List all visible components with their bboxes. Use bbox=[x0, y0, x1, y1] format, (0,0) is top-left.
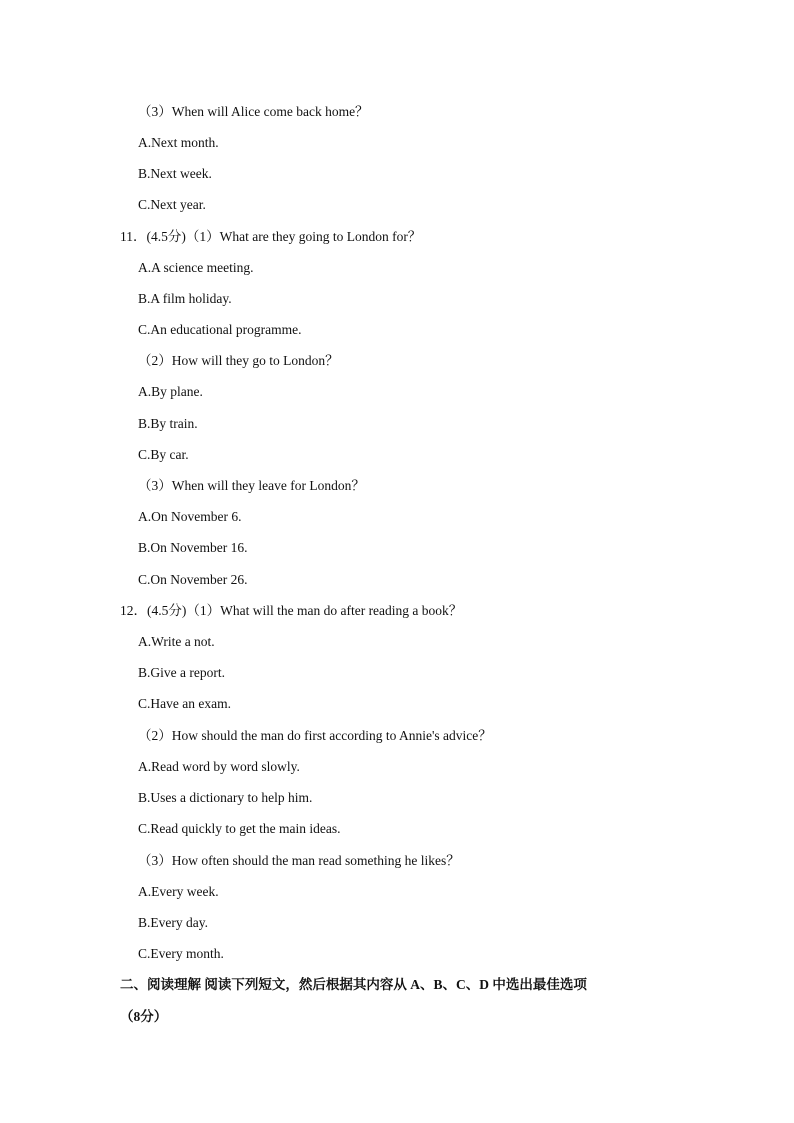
q12-sub3-question: （3）How often should the man read something he likes？ bbox=[138, 853, 460, 868]
q11-sub1-option-c: C.An educational programme. bbox=[138, 322, 302, 337]
q12-sub1-option-a: A.Write a not. bbox=[138, 634, 215, 649]
q11-sub2-option-a: A.By plane. bbox=[138, 384, 203, 399]
q11-sub2-option-b: B.By train. bbox=[138, 416, 198, 431]
q12-sub2-option-b: B.Uses a dictionary to help him. bbox=[138, 790, 313, 805]
section2-score: （8分） bbox=[120, 1009, 168, 1024]
q11-sub3-option-c: C.On November 26. bbox=[138, 572, 248, 587]
q12-sub1-option-c: C.Have an exam. bbox=[138, 696, 231, 711]
q11-sub3-option-a: A.On November 6. bbox=[138, 509, 242, 524]
q11-header: 11．(4.5分)（1）What are they going to London for？ bbox=[120, 229, 422, 244]
q10-sub3-question: （3）When will Alice come back home？ bbox=[138, 104, 369, 119]
q11-sub2-option-c: C.By car. bbox=[138, 447, 189, 462]
q11-sub3-question: （3）When will they leave for London？ bbox=[138, 478, 365, 493]
q12-sub2-question: （2）How should the man do first according to Annie's advice？ bbox=[138, 728, 492, 743]
q10-sub3-option-a: A.Next month. bbox=[138, 135, 219, 150]
q12-sub3-option-c: C.Every month. bbox=[138, 946, 224, 961]
q11-sub2-question: （2）How will they go to London？ bbox=[138, 353, 339, 368]
q11-sub1-option-a: A.A science meeting. bbox=[138, 260, 254, 275]
q12-sub3-option-b: B.Every day. bbox=[138, 915, 208, 930]
q12-sub3-option-a: A.Every week. bbox=[138, 884, 219, 899]
q12-sub2-option-c: C.Read quickly to get the main ideas. bbox=[138, 821, 341, 836]
q12-sub2-option-a: A.Read word by word slowly. bbox=[138, 759, 300, 774]
q10-sub3-option-c: C.Next year. bbox=[138, 197, 206, 212]
q12-sub1-option-b: B.Give a report. bbox=[138, 665, 225, 680]
q11-sub3-option-b: B.On November 16. bbox=[138, 540, 248, 555]
q12-header: 12．(4.5分)（1）What will the man do after reading a book？ bbox=[120, 603, 463, 618]
q10-sub3-option-b: B.Next week. bbox=[138, 166, 212, 181]
q11-sub1-option-b: B.A film holiday. bbox=[138, 291, 232, 306]
section2-title: 二、阅读理解 阅读下列短文，然后根据其内容从 A、B、C、D 中选出最佳选项 bbox=[120, 977, 587, 992]
